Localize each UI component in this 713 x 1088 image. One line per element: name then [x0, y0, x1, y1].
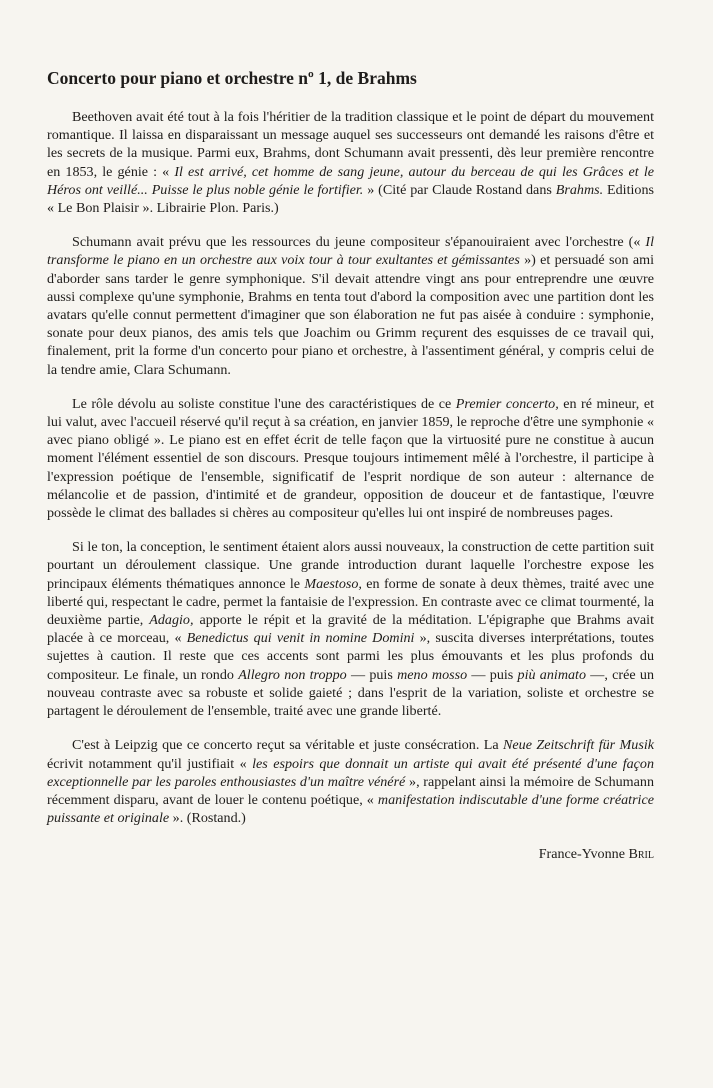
- p4-segment-1: Maestoso,: [304, 575, 362, 592]
- paragraph-4: [47, 538, 654, 720]
- p1-segment-2: » (Cité par Claude Rostand dans: [363, 181, 556, 198]
- p3-segment-0: Le rôle dévolu au soliste constitue l'une des caractéristiques de ce: [72, 395, 456, 412]
- p1-segment-3: Brahms.: [555, 181, 604, 198]
- p5-segment-1: Neue Zeitschrift für Musik: [503, 737, 654, 754]
- paragraph-3: [47, 395, 654, 522]
- p5-segment-6: ». (Rostand.): [169, 810, 246, 827]
- p4-segment-5: Benedictus qui venit in nomine Domini: [186, 630, 415, 647]
- p4-segment-7: Allegro non troppo: [238, 666, 347, 683]
- p2-segment-0: Schumann avait prévu que les ressources du jeune compositeur s'épanouiraient avec l'orchestre («: [72, 234, 646, 251]
- p4-segment-3: Adagio,: [149, 612, 194, 629]
- p5-segment-4: », rappelant ainsi la mémoire de Schumann récemment disparu, avant de louer le contenu poétique, «: [47, 773, 654, 808]
- p2-segment-1: Il transforme le piano en un orchestre aux voix tour à tour exultantes et gémissantes: [47, 234, 654, 269]
- p2-segment-2: ») et persuadé son ami d'aborder sans tarder le genre symphonique. S'il devait attendre vingt ans pour entreprendre une œuvre aussi complexe qu'une symphonie, Brahms en tenta tout d'abord la composition avec une partition dont les avatars qu'elle connut permettent d'imaginer que son élaboration ne fut pas aisée à conduire : symphonie, sonate pour deux pianos, des amis tels que Joachim ou Grimm reçurent des esquisses de ce travail qui, finalement, prit la forme d'un concerto pour piano et orchestre, à l'assentiment général, y compris celui de la tendre amie, Clara Schumann.: [47, 252, 654, 378]
- p3-segment-1: Premier concerto,: [455, 395, 559, 412]
- p4-segment-2: en forme de sonate à deux thèmes, traité avec une liberté qui, respectant le cadre, permet la fantaisie de l'expression. En contraste avec ce climat tourmenté, la deuxième partie,: [47, 575, 654, 629]
- author-first-name: France-Yvonne: [538, 846, 629, 863]
- article-title: Concerto pour piano et orchestre nº 1, de Brahms: [47, 68, 417, 88]
- p4-segment-11: più animato: [517, 666, 587, 683]
- paragraph-2: [47, 233, 654, 379]
- p4-segment-10: — puis: [467, 666, 518, 683]
- p4-segment-0: Si le ton, la conception, le sentiment étaient alors aussi nouveaux, la construction de cette partition suit pourtant un déroulement classique. Une grande introduction durant laquelle l'orchestre expose les principaux éléments thématiques annonce le: [47, 539, 654, 592]
- p5-segment-2: écrivit notamment qu'il justifiait «: [47, 755, 253, 772]
- p1-segment-4: Editions « Le Bon Plaisir ». Librairie Plon. Paris.): [47, 181, 654, 217]
- p3-segment-2: en ré mineur, et lui valut, avec l'accueil réservé qu'il reçut à sa création, en janvier 1859, le reproche d'être une symphonie « avec piano obligé ». Le piano est en effet écrit de telle façon que la virtuosité pure ne constitue à aucun moment l'élément essentiel de son discours. Presque toujours intimement mêlé à l'orchestre, il participe à l'expression poétique de l'ensemble, significatif de l'esprit nordique de son auteur : alternance de mélancolie et de passion, d'intimité et de grandeur, opposition de douceur et de fantastique, l'œuvre possède le climat des ballades si chères au compositeur qu'elles lui ont inspiré de nombreuses pages.: [47, 395, 654, 522]
- paragraph-1: [47, 108, 654, 217]
- p4-segment-6: », suscita diverses interprétations, toutes sujettes à caution. Il reste que ces accents sont parmi les plus émouvants et les plus profonds du compositeur. Le finale, un rondo: [47, 630, 654, 683]
- author-last-name: Bril: [628, 846, 654, 863]
- p1-segment-1: Il est arrivé, cet homme de sang jeune, autour du berceau de qui les Grâces et le Héros ont veillé... Puisse le plus noble génie le fortifier.: [47, 163, 654, 198]
- p5-segment-0: C'est à Leipzig que ce concerto reçut sa véritable et juste consécration. La: [72, 737, 504, 754]
- p4-segment-4: apporte le répit et la gravité de la méditation. L'épigraphe que Brahms avait placée à ce morceau, «: [47, 612, 654, 647]
- article: [47, 67, 654, 880]
- author-signature: [47, 845, 654, 863]
- p4-segment-12: —, crée un nouveau contraste avec sa robuste et solide gaieté ; dans l'esprit de la variation, soliste et orchestre se partagent le déroulement de l'ensemble, traité avec une grande liberté.: [47, 666, 654, 720]
- paragraph-5: [47, 736, 654, 827]
- p4-segment-8: — puis: [346, 666, 398, 683]
- p5-segment-3: les espoirs que donnait un artiste qui avait été présenté d'une façon exceptionnelle par les paroles enthousiastes d'un maître vénéré: [47, 755, 654, 790]
- p1-segment-0: Beethoven avait été tout à la fois l'héritier de la tradition classique et le point de départ du mouvement romantique. Il laissa en disparaissant un message auquel ses successeurs ont demandé les raisons d'être et les secrets de la musique. Parmi eux, Brahms, dont Schumann avait pressenti, dès leur première rencontre en 1853, le génie : «: [47, 109, 654, 180]
- p5-segment-5: manifestation indiscutable d'une forme créatrice puissante et originale: [47, 791, 654, 827]
- p4-segment-9: meno mosso: [397, 666, 468, 683]
